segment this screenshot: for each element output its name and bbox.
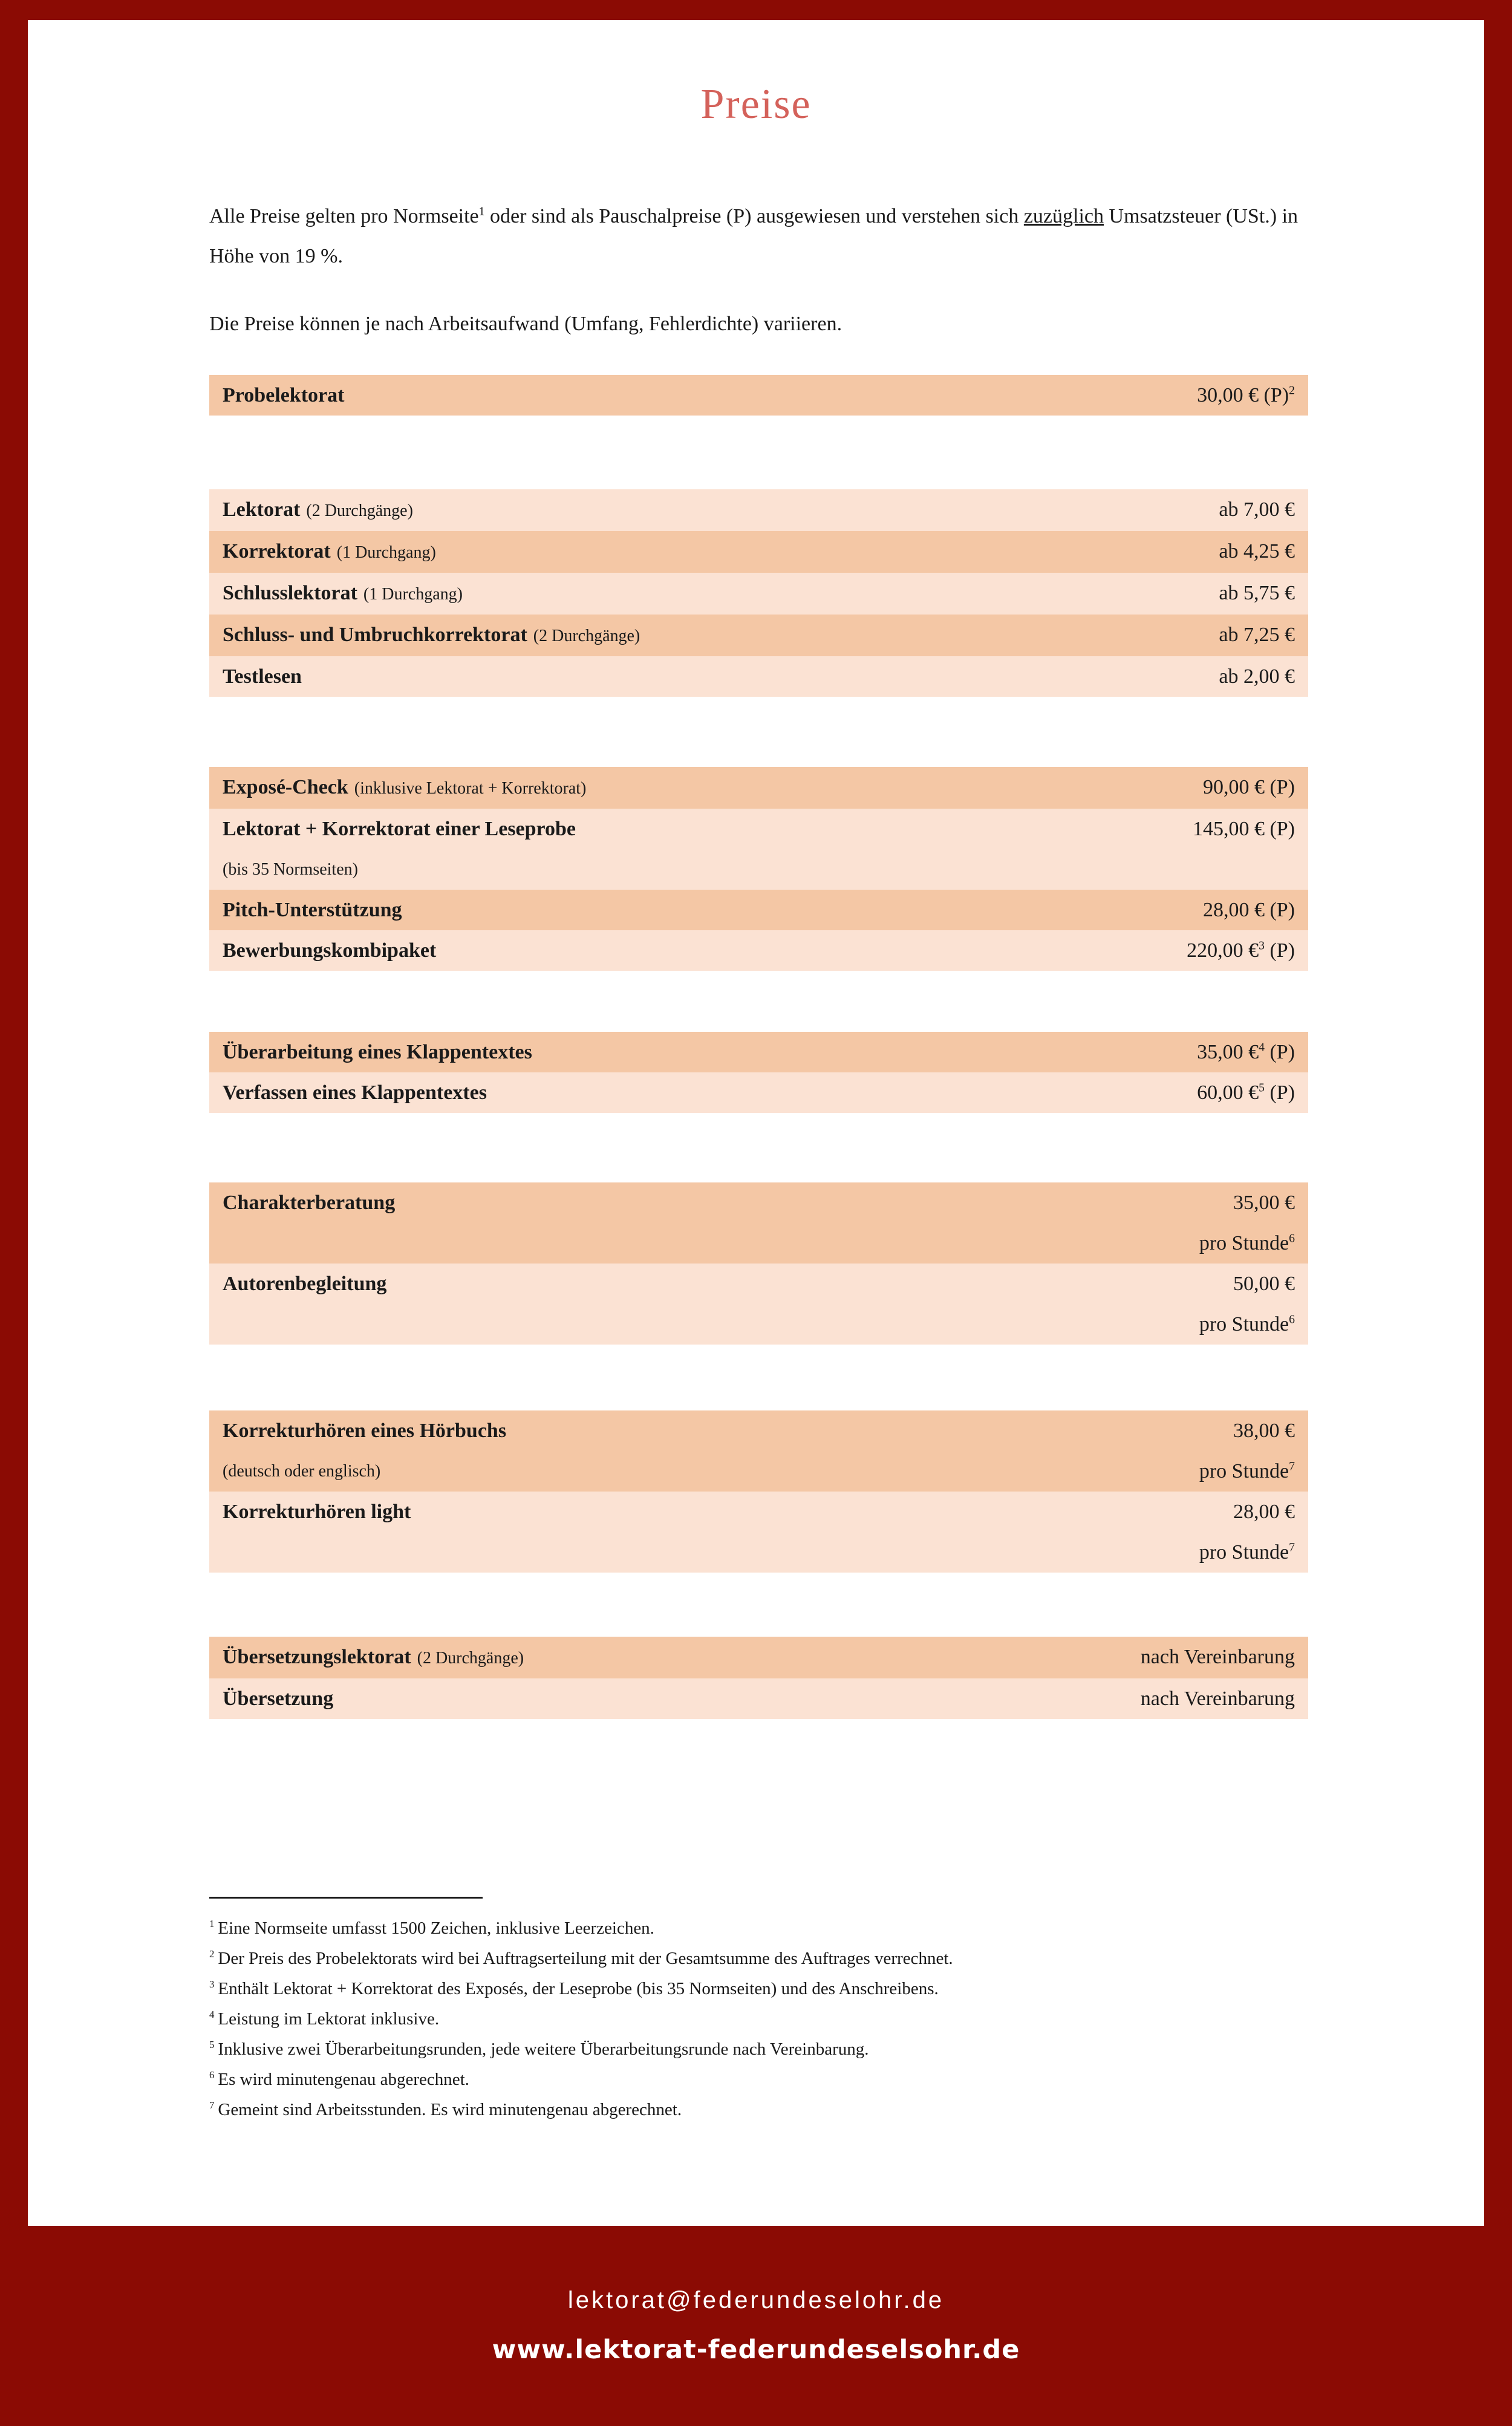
price-row: [209, 1264, 1308, 1345]
price-value: [1141, 1678, 1295, 1719]
price-value: [1199, 1492, 1295, 1532]
footnote-text: Der Preis des Probelektorats wird bei Auftragserteilung mit der Gesamtsumme des Auftrages verrechnet.: [218, 1949, 953, 1968]
intro-text: Die Preise können je nach Arbeitsaufwand (Umfang, Fehlerdichte) variieren.: [209, 313, 842, 335]
service-name: Testlesen: [223, 665, 302, 688]
footnote-text: Gemeint sind Arbeitsstunden. Es wird minutengenau abgerechnet.: [218, 2100, 682, 2119]
table-expose-bewerbung: [209, 767, 1308, 971]
website-url[interactable]: www.lektorat-federundeselsohr.de: [492, 2335, 1020, 2365]
intro-text: oder sind als Pauschalpreise (P) ausgewiesen und verstehen sich: [484, 205, 1024, 227]
price-unit: [1199, 1223, 1295, 1264]
price-row: [209, 1492, 1308, 1573]
price-text: 60,00 €: [1197, 1081, 1259, 1104]
price-value: [1197, 1032, 1295, 1072]
price-text: ab 5,75 €: [1219, 582, 1295, 604]
price-row: [209, 573, 1308, 615]
footnote: [209, 2034, 1308, 2064]
service-detail: (bis 35 Normseiten): [223, 860, 358, 879]
service-note: (2 Durchgänge): [306, 501, 413, 520]
price-text: 90,00 € (P): [1202, 776, 1295, 798]
price-value: [1219, 615, 1295, 655]
price-unit-superscript: 6: [1289, 1231, 1295, 1245]
footnote-text: Leistung im Lektorat inklusive.: [218, 2009, 440, 2029]
price-text: 28,00 €: [1233, 1501, 1295, 1523]
price-value: [1141, 1637, 1295, 1677]
price-tail: (P): [1264, 1041, 1295, 1063]
price-unit-superscript: 7: [1289, 1459, 1295, 1473]
footnote: [209, 1974, 1308, 2004]
price-text: 35,00 €: [1197, 1041, 1259, 1063]
table-uebersetzung: [209, 1637, 1308, 1719]
price-value: [1197, 375, 1295, 416]
price-text: 145,00 € (P): [1192, 818, 1295, 840]
service-name: Lektorat: [223, 498, 301, 521]
service-note: (2 Durchgänge): [533, 627, 640, 645]
price-text: ab 4,25 €: [1219, 540, 1295, 562]
price-sheet-page: [28, 20, 1484, 2226]
page-content: [209, 197, 1308, 2125]
price-text: ab 7,25 €: [1219, 624, 1295, 646]
service-name: Übersetzungslektorat: [223, 1646, 411, 1668]
price-text: ab 7,00 €: [1219, 498, 1295, 521]
service-detail: (deutsch oder englisch): [223, 1462, 381, 1481]
service-name: Überarbeitung eines Klappentextes: [223, 1041, 532, 1063]
price-value: [1219, 656, 1295, 697]
footnote-text: Enthält Lektorat + Korrektorat des Exposés, der Leseprobe (bis 35 Normseiten) und des Anschreibens.: [218, 1979, 939, 1998]
service-name: Korrekturhören light: [223, 1501, 411, 1523]
price-value: [1199, 1410, 1295, 1451]
price-value: [1203, 890, 1295, 930]
price-row: [209, 767, 1308, 809]
table-lektorat-korrektorat: [209, 489, 1308, 697]
footnote-marker: 3: [209, 1978, 215, 1991]
footnote-text: Es wird minutengenau abgerechnet.: [218, 2070, 469, 2089]
price-row: [209, 656, 1308, 697]
table-korrekturhoeren: [209, 1410, 1308, 1573]
price-text: 38,00 €: [1233, 1420, 1295, 1442]
price-text: nach Vereinbarung: [1140, 1687, 1295, 1710]
email-address[interactable]: lektorat@federundeselohr.de: [567, 2287, 945, 2314]
price-row: [209, 375, 1308, 416]
price-unit: [1199, 1304, 1295, 1345]
price-row: [209, 1032, 1308, 1072]
footnote-marker: 4: [209, 2009, 215, 2021]
price-value: [1197, 1072, 1295, 1113]
price-text: 30,00 € (P): [1197, 384, 1289, 406]
service-name: Verfassen eines Klappentextes: [223, 1081, 487, 1104]
footnote-marker: 1: [209, 1918, 215, 1930]
price-row: [209, 615, 1308, 656]
table-beratung: [209, 1182, 1308, 1345]
intro-text: Umsatzsteuer (USt.) in Höhe von 19 %.: [209, 205, 1299, 267]
price-text: nach Vereinbarung: [1140, 1646, 1295, 1668]
price-text: 220,00 €: [1187, 939, 1259, 962]
price-unit-text: pro Stunde: [1199, 1232, 1289, 1254]
price-text: 28,00 € (P): [1202, 899, 1295, 921]
service-name: Charakterberatung: [223, 1192, 396, 1214]
price-row: [209, 1678, 1308, 1719]
price-value: [1193, 809, 1295, 849]
price-value: [1187, 930, 1295, 971]
price-value: [1199, 1182, 1295, 1223]
service-name: Autorenbegleitung: [223, 1273, 387, 1295]
price-unit-text: pro Stunde: [1199, 1541, 1289, 1564]
footnote: [209, 2095, 1308, 2125]
service-name: Bewerbungskombipaket: [223, 939, 437, 962]
table-klappentext: [209, 1032, 1308, 1113]
table-probelektorat: [209, 375, 1308, 416]
price-tail: (P): [1264, 1081, 1295, 1104]
footnotes: [209, 1913, 1308, 2125]
service-name: Schluss- und Umbruchkorrektorat: [223, 624, 527, 646]
price-text: 50,00 €: [1233, 1273, 1295, 1295]
price-superscript: 4: [1259, 1040, 1265, 1054]
service-note: (inklusive Lektorat + Korrektorat): [354, 779, 587, 798]
price-value: [1219, 531, 1295, 572]
price-text: ab 2,00 €: [1219, 665, 1295, 688]
price-row: [209, 531, 1308, 573]
footer: [0, 2226, 1512, 2426]
footnote: [209, 2004, 1308, 2034]
footnote-ref-1: 1: [478, 204, 485, 218]
price-unit-text: pro Stunde: [1199, 1460, 1289, 1482]
price-value: [1199, 1264, 1295, 1304]
service-name: Lektorat + Korrektorat einer Leseprobe: [223, 818, 576, 840]
intro-text-underlined: zuzüglich: [1023, 205, 1104, 227]
price-value: [1203, 767, 1295, 807]
service-name: Schlusslektorat: [223, 582, 357, 604]
price-unit-superscript: 6: [1289, 1312, 1295, 1326]
price-row: [209, 1072, 1308, 1113]
price-tail: (P): [1264, 939, 1295, 962]
price-unit: [1199, 1532, 1295, 1573]
service-name: Korrekturhören eines Hörbuchs: [223, 1420, 507, 1442]
price-superscript: 5: [1259, 1081, 1265, 1095]
footnote-marker: 6: [209, 2069, 215, 2081]
footnote-marker: 2: [209, 1948, 215, 1960]
price-value: [1219, 573, 1295, 613]
price-row: [209, 1637, 1308, 1678]
footnote: [209, 2064, 1308, 2095]
footnote-text: Eine Normseite umfasst 1500 Zeichen, inklusive Leerzeichen.: [218, 1919, 654, 1938]
service-name: Korrektorat: [223, 540, 331, 562]
page-title: Preise: [700, 81, 812, 128]
price-row: [209, 809, 1308, 890]
service-note: (1 Durchgang): [336, 543, 436, 562]
price-unit: [1199, 1451, 1295, 1492]
service-note: (1 Durchgang): [363, 585, 463, 604]
footnote: [209, 1943, 1308, 1974]
service-name: Pitch-Unterstützung: [223, 899, 402, 921]
service-name: Probelektorat: [223, 384, 345, 406]
price-unit-text: pro Stunde: [1199, 1313, 1289, 1335]
intro-paragraph-2: [209, 304, 1308, 344]
price-value: [1219, 489, 1295, 530]
footnote-text: Inklusive zwei Überarbeitungsrunden, jede weitere Überarbeitungsrunde nach Vereinbarung.: [218, 2040, 869, 2059]
price-unit-superscript: 7: [1289, 1541, 1295, 1554]
price-row: [209, 890, 1308, 930]
price-superscript: 3: [1259, 939, 1265, 953]
service-name: Übersetzung: [223, 1687, 334, 1710]
price-row: [209, 1410, 1308, 1492]
price-row: [209, 1182, 1308, 1264]
footnote-marker: 7: [209, 2099, 215, 2111]
price-row: [209, 489, 1308, 531]
intro-text: Alle Preise gelten pro Normseite: [209, 205, 479, 227]
price-row: [209, 930, 1308, 971]
service-note: (2 Durchgänge): [417, 1649, 524, 1668]
intro-paragraph-1: [209, 197, 1308, 276]
footnote: [209, 1913, 1308, 1943]
service-name: Exposé-Check: [223, 776, 348, 798]
price-superscript: 2: [1289, 383, 1295, 397]
footnote-marker: 5: [209, 2039, 215, 2051]
price-text: 35,00 €: [1233, 1192, 1295, 1214]
footnote-separator: [209, 1897, 483, 1899]
